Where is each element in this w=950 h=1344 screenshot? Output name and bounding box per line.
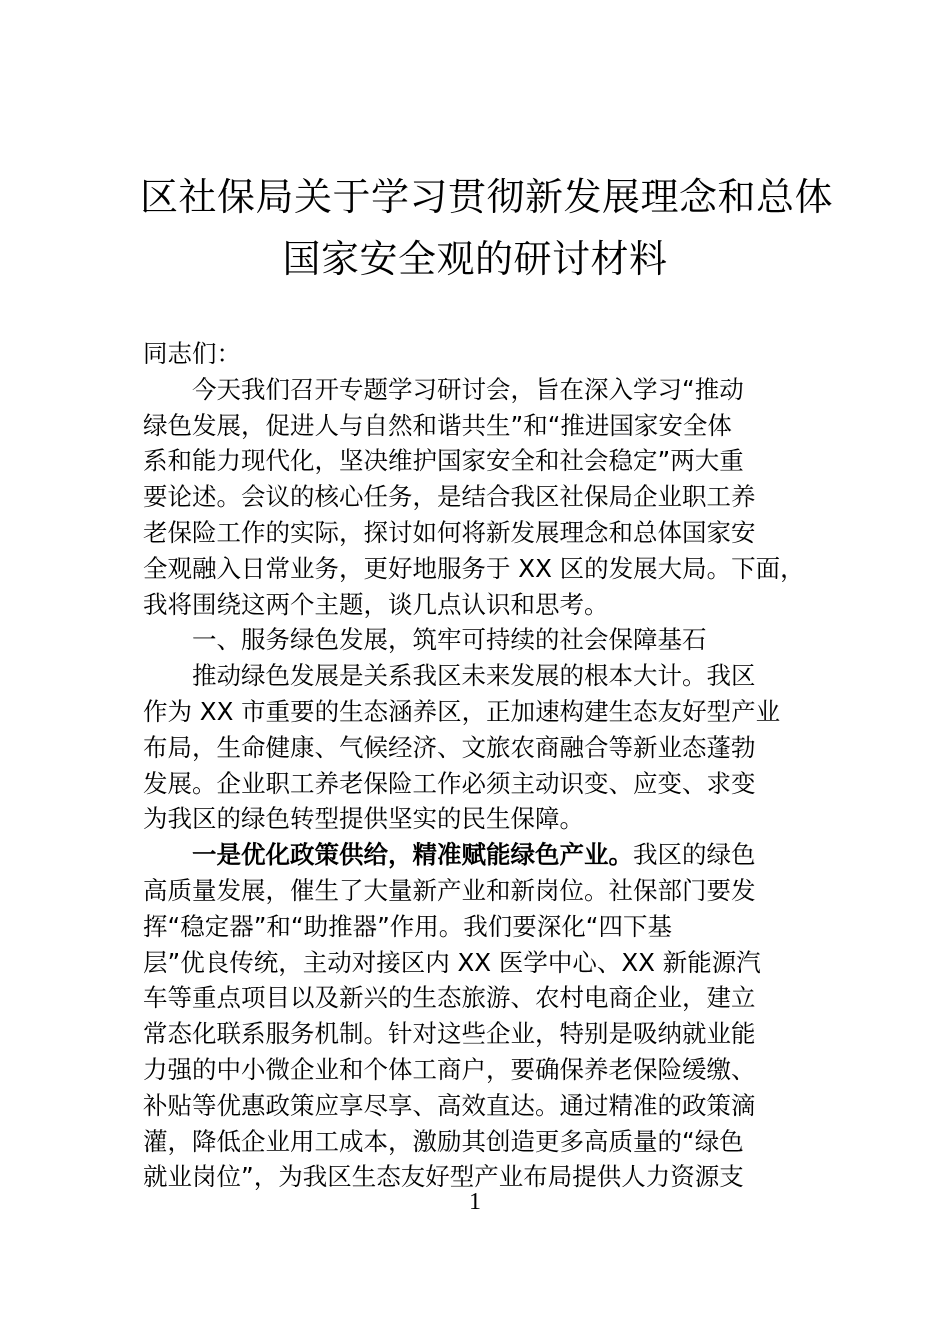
- page-number: 1: [469, 1189, 481, 1215]
- section-heading-1: 一、服务绿色发展，筑牢可持续的社会保障基石: [192, 625, 707, 655]
- text-line: 补贴等优惠政策应享尽享、高效直达。通过精准的政策滴: [143, 1090, 756, 1120]
- text-line: 发展。企业职工养老保险工作必须主动识变、应变、求变: [143, 768, 756, 798]
- title-line-1: 区社保局关于学习贯彻新发展理念和总体: [140, 175, 834, 219]
- text-line: 布局，生命健康、气候经济、文旅农商融合等新业态蓬勃: [143, 732, 756, 762]
- title-line-2: 国家安全观的研讨材料: [282, 237, 668, 281]
- paragraph-policy-supply: [143, 837, 833, 1195]
- text-line: 绿色发展，促进人与自然和谐共生”和“推进国家安全体: [143, 410, 732, 440]
- text-line: 系和能力现代化，坚决维护国家安全和社会稳定”两大重: [143, 446, 744, 476]
- text-span: 我区的绿色: [633, 840, 756, 870]
- text-line: 作为 XX 市重要的生态涵养区，正加速构建生态友好型产业: [143, 696, 781, 726]
- text-line: 要论述。会议的核心任务，是结合我区社保局企业职工养: [143, 482, 756, 512]
- bold-lead-phrase: 一是优化政策供给，精准赋能绿色产业。: [192, 840, 633, 870]
- text-line: 就业岗位”，为我区生态友好型产业布局提供人力资源支: [143, 1162, 744, 1192]
- salutation: 同志们：: [143, 339, 241, 368]
- text-line: 老保险工作的实际，探讨如何将新发展理念和总体国家安: [143, 517, 756, 547]
- text-line: 高质量发展，催生了大量新产业和新岗位。社保部门要发: [143, 875, 756, 905]
- text-line: 我将围绕这两个主题，谈几点认识和思考。: [143, 589, 609, 619]
- text-line: 车等重点项目以及新兴的生态旅游、农村电商企业，建立: [143, 983, 756, 1013]
- paragraph-intro: [143, 372, 833, 623]
- text-line: 推动绿色发展是关系我区未来发展的根本大计。我区: [192, 661, 756, 691]
- text-line: 为我区的绿色转型提供坚实的民生保障。: [143, 804, 584, 834]
- document-body: [143, 336, 833, 1195]
- text-line: 层”优良传统，主动对接区内 XX 医学中心、XX 新能源汽: [143, 947, 761, 977]
- text-line: 挥“稳定器”和“助推器”作用。我们要深化“四下基: [143, 911, 672, 941]
- text-line: [143, 837, 833, 873]
- text-line: 力强的中小微企业和个体工商户，要确保养老保险缓缴、: [143, 1054, 756, 1084]
- document-title: [140, 166, 834, 290]
- text-line: 今天我们召开专题学习研讨会，旨在深入学习“推动: [192, 374, 744, 404]
- text-line: 全观融入日常业务，更好地服务于 XX 区的发展大局。下面，: [143, 553, 805, 583]
- text-line: 常态化联系服务机制。针对这些企业，特别是吸纳就业能: [143, 1019, 756, 1049]
- text-line: 灌，降低企业用工成本，激励其创造更多高质量的“绿色: [143, 1126, 744, 1156]
- paragraph-green-development: [143, 658, 833, 837]
